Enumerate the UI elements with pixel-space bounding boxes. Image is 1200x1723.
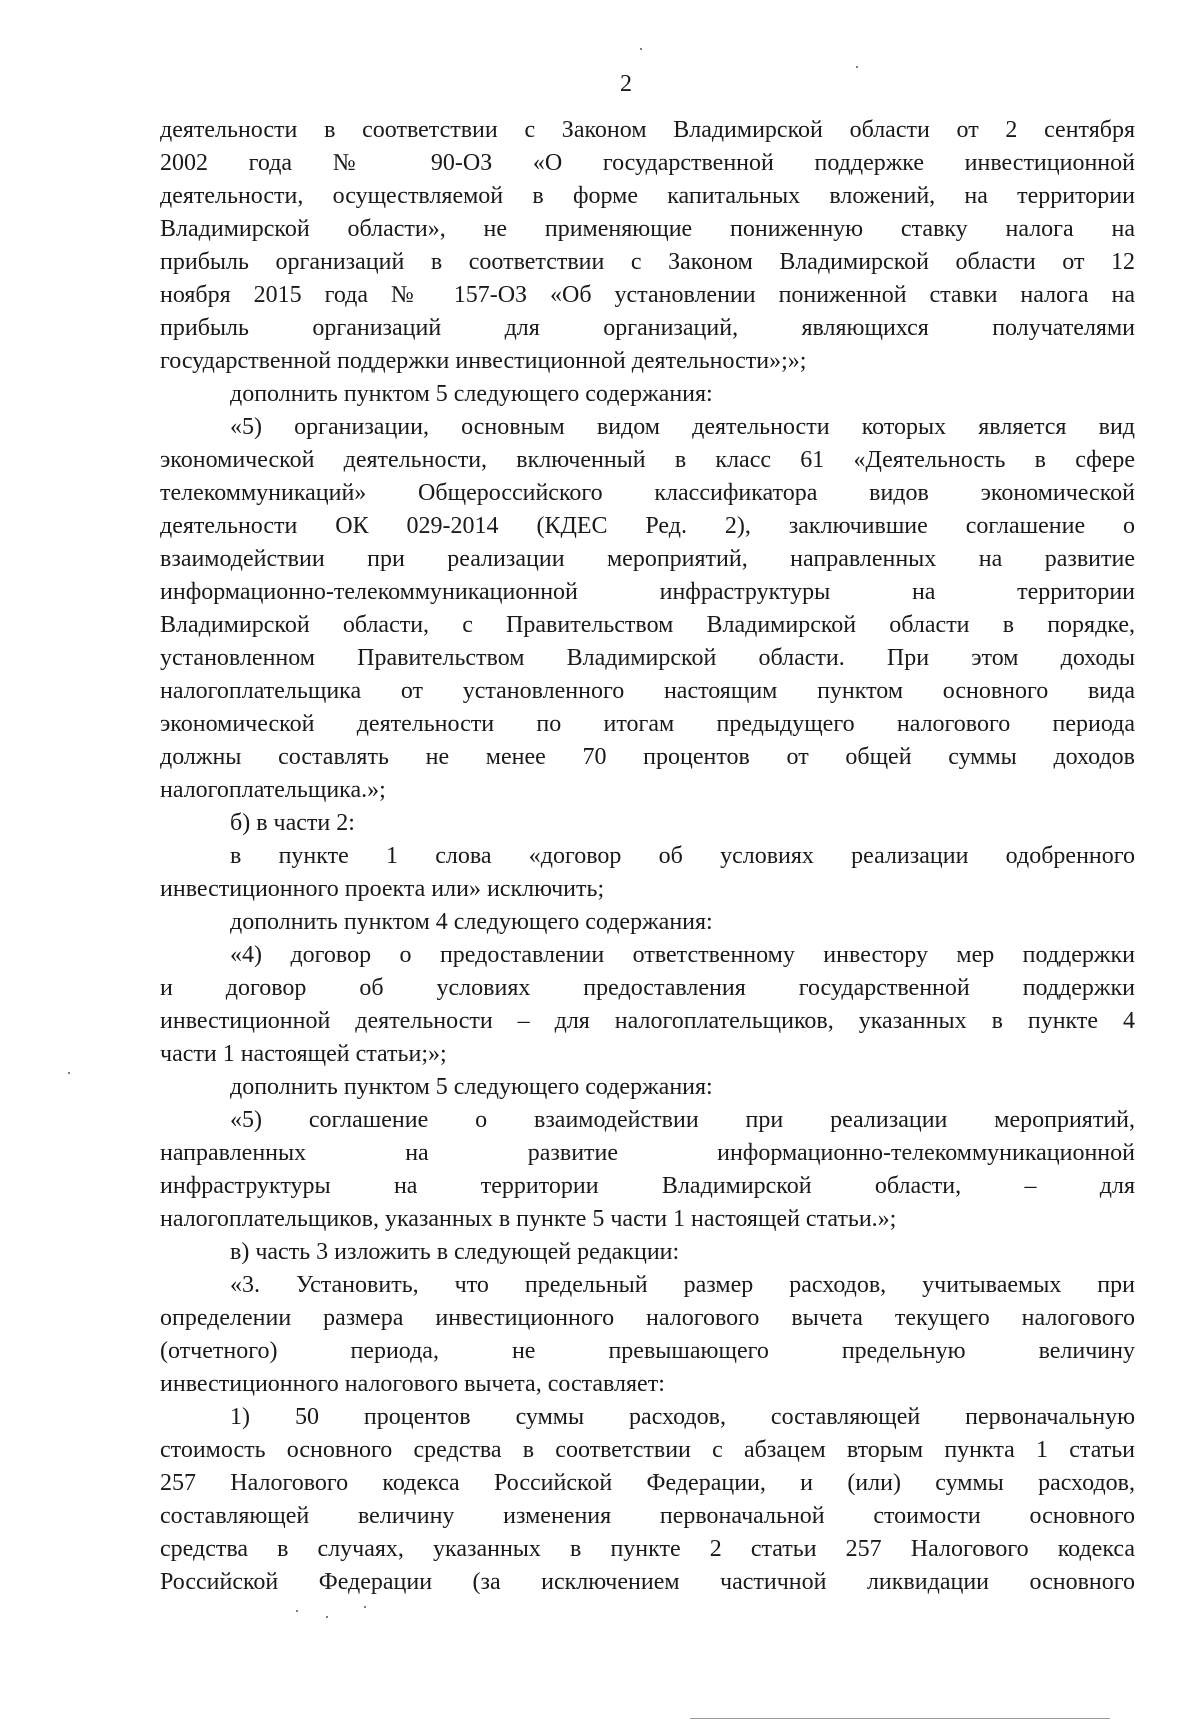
- text-line: налогоплательщика.»;: [160, 777, 386, 803]
- text-line: инвестиционной деятельности – для налогоплательщиков, указанных в пункте 4: [160, 1008, 1135, 1034]
- text-line: информационно-телекоммуникационной инфраструктуры на территории: [160, 579, 1135, 605]
- text-line: «5) соглашение о взаимодействии при реализации мероприятий,: [230, 1107, 1135, 1133]
- scan-speck: [364, 1606, 366, 1608]
- scan-speck: [68, 1072, 70, 1074]
- text-line: дополнить пунктом 5 следующего содержания:: [230, 1074, 713, 1100]
- text-line: «5) организации, основным видом деятельности которых является вид: [230, 414, 1135, 440]
- text-line: прибыль организаций в соответствии с Законом Владимирской области от 12: [160, 249, 1135, 275]
- text-line: экономической деятельности, включенный в класс 61 «Деятельность в сфере: [160, 447, 1135, 473]
- text-line: налогоплательщиков, указанных в пункте 5 части 1 настоящей статьи.»;: [160, 1206, 897, 1232]
- text-line: 1) 50 процентов суммы расходов, составляющей первоначальную: [230, 1404, 1135, 1430]
- text-line: в) часть 3 изложить в следующей редакции:: [230, 1239, 680, 1265]
- text-line: деятельности, осуществляемой в форме капитальных вложений, на территории: [160, 183, 1135, 209]
- text-line: инвестиционного проекта или» исключить;: [160, 876, 605, 902]
- scan-speck: [640, 48, 642, 50]
- text-line: взаимодействии при реализации мероприятий, направленных на развитие: [160, 546, 1135, 572]
- text-line: и договор об условиях предоставления государственной поддержки: [160, 975, 1135, 1001]
- text-line: Владимирской области», не применяющие пониженную ставку налога на: [160, 216, 1135, 242]
- document-body: [160, 114, 1135, 1599]
- text-line: (отчетного) периода, не превышающего предельную величину: [160, 1338, 1135, 1364]
- text-line: в пункте 1 слова «договор об условиях реализации одобренного: [230, 843, 1135, 869]
- text-line: установленном Правительством Владимирской области. При этом доходы: [160, 645, 1135, 671]
- text-line: средства в случаях, указанных в пункте 2 статьи 257 Налогового кодекса: [160, 1536, 1135, 1562]
- text-line: налогоплательщика от установленного настоящим пунктом основного вида: [160, 678, 1135, 704]
- scan-speck: [326, 1616, 328, 1618]
- text-line: 257 Налогового кодекса Российской Федерации, и (или) суммы расходов,: [160, 1470, 1135, 1496]
- text-line: «3. Установить, что предельный размер расходов, учитываемых при: [230, 1272, 1135, 1298]
- text-line: стоимость основного средства в соответствии с абзацем вторым пункта 1 статьи: [160, 1437, 1135, 1463]
- scan-speck: [856, 66, 858, 68]
- text-line: «4) договор о предоставлении ответственному инвестору мер поддержки: [230, 942, 1135, 968]
- text-line: Российской Федерации (за исключением частичной ликвидации основного: [160, 1569, 1135, 1595]
- scan-edge-line: [690, 1718, 1110, 1719]
- text-line: направленных на развитие информационно-телекоммуникационной: [160, 1140, 1135, 1166]
- text-line: дополнить пунктом 4 следующего содержания:: [230, 909, 713, 935]
- text-line: дополнить пунктом 5 следующего содержания:: [230, 381, 713, 407]
- text-line: телекоммуникаций» Общероссийского классификатора видов экономической: [160, 480, 1135, 506]
- text-line: определении размера инвестиционного налогового вычета текущего налогового: [160, 1305, 1135, 1331]
- scan-speck: [296, 1610, 298, 1612]
- text-line: инфраструктуры на территории Владимирской области, – для: [160, 1173, 1135, 1199]
- text-line: 2002 года № 90-ОЗ «О государственной поддержке инвестиционной: [160, 150, 1135, 176]
- text-line: деятельности ОК 029-2014 (КДЕС Ред. 2), заключившие соглашение о: [160, 513, 1135, 539]
- text-line: части 1 настоящей статьи;»;: [160, 1041, 447, 1067]
- text-line: инвестиционного налогового вычета, составляет:: [160, 1371, 665, 1397]
- page-number: 2: [620, 71, 632, 97]
- text-line: государственной поддержки инвестиционной деятельности»;»;: [160, 348, 807, 374]
- text-line: прибыль организаций для организаций, являющихся получателями: [160, 315, 1135, 341]
- text-line: б) в части 2:: [230, 810, 355, 836]
- text-line: составляющей величину изменения первоначальной стоимости основного: [160, 1503, 1135, 1529]
- text-line: деятельности в соответствии с Законом Владимирской области от 2 сентября: [160, 117, 1135, 143]
- text-line: должны составлять не менее 70 процентов от общей суммы доходов: [160, 744, 1135, 770]
- text-line: Владимирской области, с Правительством Владимирской области в порядке,: [160, 612, 1135, 638]
- text-line: экономической деятельности по итогам предыдущего налогового периода: [160, 711, 1135, 737]
- text-line: ноября 2015 года № 157-ОЗ «Об установлении пониженной ставки налога на: [160, 282, 1135, 308]
